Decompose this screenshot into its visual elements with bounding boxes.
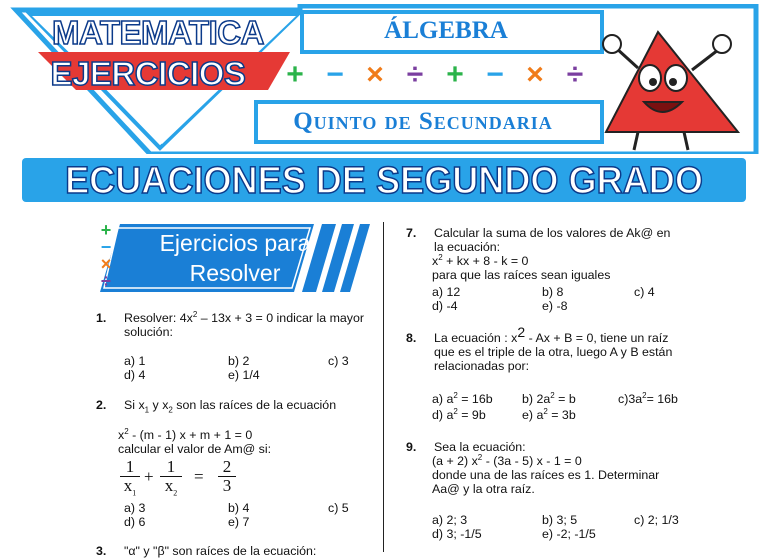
problem-7-option-c: c) 4 — [634, 285, 655, 299]
problem-9-number: 9. — [406, 440, 417, 454]
problem-7-statement-line-2: la ecuación: — [434, 240, 501, 254]
problem-8-option-c: $c)3a^2= 16b$ — [618, 390, 678, 406]
problem-9-statement-line-3: donde una de las raíces es 1. Determinar — [432, 468, 660, 482]
column-divider — [383, 222, 384, 552]
problem-8-option-d: d) $a^2 = 9b$ — [432, 406, 486, 422]
problem-8-statement: La ecuación : $x^2 - Ax + B = 0$, tiene un raíz — [434, 323, 669, 345]
problem-7-condition: para que las raíces sean iguales — [432, 268, 611, 282]
problem-8-number: 8. — [406, 331, 417, 345]
problem-7-number: 7. — [406, 226, 417, 240]
times-icon: × — [100, 254, 112, 274]
problem-8-statement-line-3: relacionadas por: — [434, 359, 530, 373]
problem-9-statement-line-4: Aa@ y la otra raíz. — [432, 482, 535, 496]
problem-8-option-e: e) $a^2 = 3b$ — [522, 406, 576, 422]
minus-icon: − — [486, 58, 504, 91]
problem-2-statement: Si $x_1$ y $x_2$ son las raíces de la ecuación — [124, 398, 337, 415]
operator-strip — [275, 60, 605, 90]
problem-2-instruction: calcular el valor de Am@ si: — [118, 442, 272, 456]
section-ops — [94, 222, 118, 290]
minus-icon: − — [326, 58, 344, 91]
problem-2-option-b: b) 4 — [228, 501, 250, 515]
problem-2-option-e: e) 7 — [228, 515, 250, 529]
problem-9-option-e: e) -2; -1/5 — [542, 527, 596, 541]
times-icon: × — [526, 58, 544, 91]
problem-2-option-a: a) 3 — [124, 501, 146, 515]
subject-label: ÁLGEBRA — [384, 17, 508, 44]
problem-1-option-e: e) 1/4 — [228, 368, 260, 382]
divide-icon: ÷ — [101, 271, 111, 291]
problem-7-statement: Calcular la suma de los valores de Ak@ en — [434, 226, 671, 240]
problem-9-option-c: c) 2; 1/3 — [634, 513, 679, 527]
problem-1-option-d: d) 4 — [124, 368, 146, 382]
problem-8-option-a: a) $a^2 = 16b$ — [432, 390, 493, 406]
brand-line-2: EJERCICIOS — [50, 55, 246, 92]
divide-icon: ÷ — [406, 58, 424, 91]
fraction-equals: = — [194, 467, 204, 486]
problem-3-number: 3. — [96, 544, 107, 558]
fraction-2: $\frac{1}{x_2}$ — [160, 458, 182, 495]
plus-icon: + — [446, 58, 464, 91]
section-label-line-2: Resolver — [189, 260, 281, 286]
page-title: ECUACIONES DE SEGUNDO GRADO — [65, 160, 703, 202]
section-label — [120, 228, 350, 288]
minus-icon: − — [100, 237, 112, 257]
fraction-3: $\frac{2}{3}$ — [218, 458, 236, 495]
times-icon: × — [366, 58, 384, 91]
section-label-line-1: Ejercicios para — [159, 230, 311, 256]
problem-9-option-a: a) 2; 3 — [432, 513, 468, 527]
brand-line-1: MATEMATICA — [52, 14, 264, 51]
problem-9-option-d: d) 3; -1/5 — [432, 527, 482, 541]
problem-8-statement-line-2: que es el triple de la otra, luego A y B están — [434, 345, 673, 359]
problem-7-option-d: d) -4 — [432, 299, 458, 313]
divide-icon: ÷ — [566, 58, 584, 91]
problem-7-option-a: a) 12 — [432, 285, 461, 299]
problem-7-equation: $x^2$ + kx + 8 - k = 0 — [432, 252, 529, 268]
problem-7-option-b: b) 8 — [542, 285, 564, 299]
problem-2-option-d: d) 6 — [124, 515, 146, 529]
problem-9-equation: (a + 2) $x^2 - (3a - 5)$ x - 1 = 0 — [432, 452, 582, 468]
problem-1-option-a: a) 1 — [124, 354, 146, 368]
problem-9-option-b: b) 3; 5 — [542, 513, 578, 527]
problem-2-option-c: c) 5 — [328, 501, 349, 515]
problem-1-option-c: c) 3 — [328, 354, 349, 368]
problem-2-number: 2. — [96, 398, 107, 412]
problem-7-option-e: e) -8 — [542, 299, 568, 313]
problem-1-number: 1. — [96, 311, 107, 325]
plus-icon: + — [286, 58, 304, 91]
problem-3-statement: "α" y "β" son raíces de la ecuación: — [124, 544, 317, 558]
problem-1-statement: Resolver: $4x^2 - 13x + 3 = 0$ indicar la mayor — [124, 309, 365, 325]
fraction-1: $\frac{1}{x_1}$ — [120, 458, 140, 495]
problem-1-option-b: b) 2 — [228, 354, 250, 368]
problem-2-equation: $x^2 - (m - 1) x + m + 1 = 0$ — [118, 426, 253, 442]
plus-icon: + — [100, 220, 112, 240]
grade-label: Quinto de Secundaria — [293, 108, 553, 135]
fraction-plus: + — [144, 467, 154, 486]
problem-9-statement: Sea la ecuación: — [434, 440, 526, 454]
problem-1-statement-line-2: solución: — [124, 325, 173, 339]
problem-8-option-b: b) $2a^2 = b$ — [522, 390, 576, 406]
triangle-mascot-icon — [598, 4, 758, 154]
